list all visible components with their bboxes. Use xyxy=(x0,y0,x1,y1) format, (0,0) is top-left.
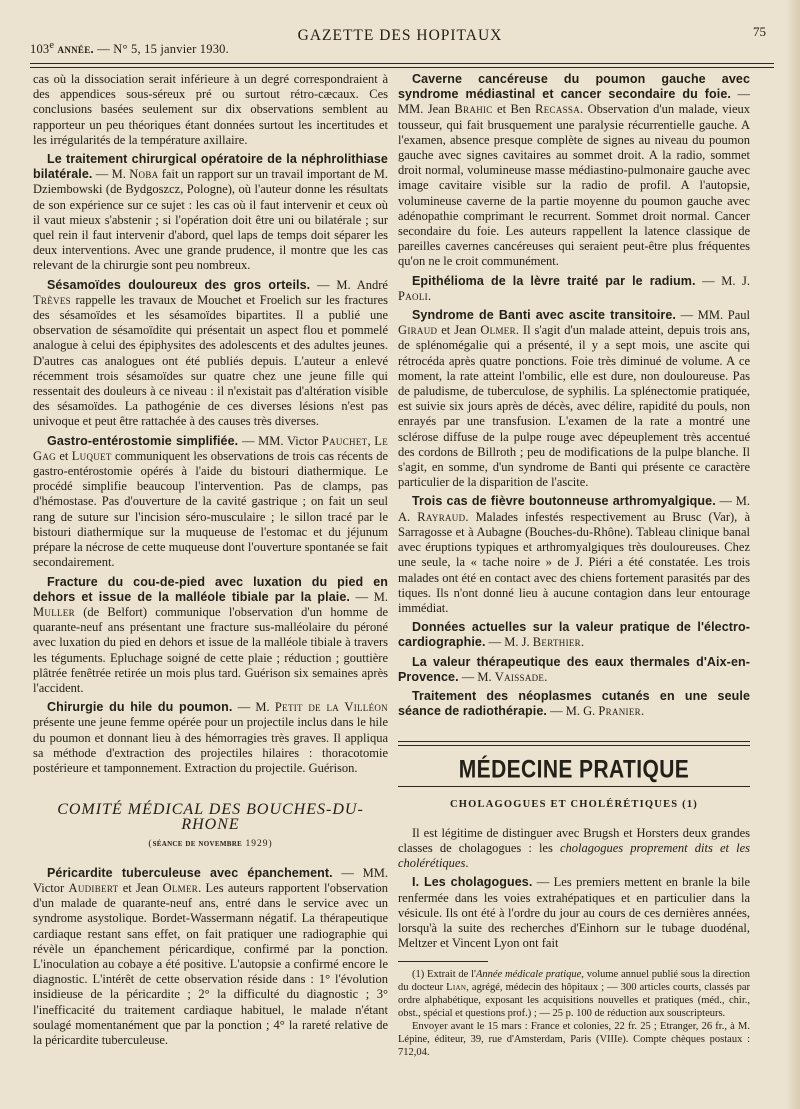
page-header xyxy=(28,24,772,60)
footnote-2: Envoyer avant le 15 mars : France et colonies, 22 fr. 25 ; Etranger, 26 fr., à M. Lépine, éditeur, 39, rue d'Amsterdam, Paris (VIIIe). Compte chèques postaux : 712,04. xyxy=(398,1021,750,1059)
article-nephrolithiase: Le traitement chirurgical opératoire de la néphrolithiase bilatérale. — M. Noba fait un rapport sur un travail important de M. Dziembowski (de Bydgoszcz, Pologne), où l'auteur donne les résultats de son expérience sur ce sujet : les cas où il faut intervenir et ceux où il vaut mieux s'abstenir ; si l'opération doit être uni ou bilatérale ; sur quel rein il faut intervenir d'abord, quel laps de temps doit séparer les deux interventions. Avec une grande prudence, il montre que les cas relevant de la chirurgie sont peu nombreux. xyxy=(33,152,388,273)
right-column xyxy=(398,72,750,1059)
article-fracture-cou-de-pied: Fracture du cou-de-pied avec luxation du pied en dehors et issue de la malléole tibiale par la plaie. — M. Muller (de Belfort) communique l'observation d'un homme de quarante-neuf ans présentant une fracture sus-malléolaire du péroné avec luxation du pied en dehors et issue de la malléole tibiale à travers les téguments. Epluchage soigné de cette plaie ; réduction ; gouttière plâtrée fenêtrée retirée un mois plus tard. Guérison six semaines après l'accident. xyxy=(33,574,388,695)
article-neoplasmes-cutanes: Traitement des néoplasmes cutanés en une seule séance de radiothérapie. — M. G. Pranier. xyxy=(398,688,750,719)
page-number: 75 xyxy=(753,24,766,39)
article-caverne-cancereuse: Caverne cancéreuse du poumon gauche avec syndrome médiastinal et cancer secondaire du foie. — MM. Jean Brahic et Ben Recassa. Observation d'un malade, vieux tousseur, qui fait brusquement une paralysie récurrentielle gauche. A l'examen, absence presque complète de signes au niveau du poumon gauche avec signes cavitaires au sommet droit. A la radio, sommet droit normal, volumineuse masse médiastino-pulmonaire gauche avec image cavitaire visible sur la radio de profil. A l'autopsie, volumineuse caverne de la partie moyenne du poumon gauche avec adénopathie comprimant le recurrent. Sommet droit normal. Cancer secondaire du foie. Les auteurs rappellent la latence classique de pareilles cavernes cancéreuses qui seraient peut-être plus fréquentes qu'on ne le croit communément. xyxy=(398,72,750,269)
footnote-1: (1) Extrait de l'Année médicale pratique, volume annuel publié sous la direction du docteur Lian, agrégé, médecin des hôpitaux ; — 300 articles courts, classés par ordre alphabétique, exposant les acquisitions nouvelles et pratiques (méd., chir., obst., spécial et questions prof.) ; — 25 p. 100 de réduction aux souscripteurs. xyxy=(398,969,751,1020)
article-gastro-enterostomie: Gastro-entérostomie simplifiée. — MM. Victor Pauchet, Le Gag et Luquet communiquent les observations de trois cas récents de gastro-entérostomie opérés à l'aide du bistouri diathermique. Le procédé simplifie beaucoup l'intervention. Pas de clamps, pas d'hémostase. Pas d'ouverture de la cavité gastrique ; on fait un seul rang de suture sur l'incision séro-musculaire ; le sillon tracé par le bistouri diathermique sur la muqueuse de l'estomac et du jéjunum prépare la nécrose de cette muqueuse dont l'ouverture spontanée se fait secondairement. xyxy=(33,433,389,570)
article-electrocardiographie: Données actuelles sur la valeur pratique de l'électro-cardiographie. — M. J. Berthier. xyxy=(398,620,750,650)
footnote xyxy=(398,968,750,1059)
issue-info: 103e année. — N° 5, 15 janvier 1930. xyxy=(30,40,229,57)
section-title: MÉDECINE PRATIQUE xyxy=(458,756,690,784)
article-epithelioma: Epithélioma de la lèvre traité par le radium. — M. J. Paoli. xyxy=(398,273,750,303)
article-subtitle: CHOLAGOGUES ET CHOLÉRÉTIQUES (1) xyxy=(450,798,698,810)
paragraph-intro: Il est légitime de distinguer avec Brugsh et Horsters deux grandes classes de cholagogues : les cholagogues proprement dits et les cholérétiques. xyxy=(398,825,750,871)
paragraph-cholagogues: I. Les cholagogues. — Les premiers mettent en branle la bile renfermée dans les voies extrahépatiques et en particulier dans la vésicule. Ils ont été à l'ordre du jour au cours de ces dernières années, lorsqu'à la suite des recherches d'Einhorn sur le tubage duodénal, Meltzer et Vincent Lyon ont fait xyxy=(398,875,750,951)
article-fievre-boutonneuse: Trois cas de fièvre boutonneuse arthromyalgique. — M. A. Rayraud. Malades infestés respectivement au Brusc (Var), à Sarragosse et à Aubagne (Bouches-du-Rhône). Tableau clinique banal avec éruptions typiques et arthromyalgiques très douloureuses. Chez une seule, la « tache noire » de J. Piéri a été constatée. Les trois malades ont été en contact avec des chiens fortement parasités par des tiques. Ils n'ont donné lieu à aucune contagion dans leur entourage immédiat. xyxy=(398,494,750,615)
header-rule xyxy=(30,63,774,64)
section-rule-top xyxy=(398,741,750,742)
page-binding-shadow xyxy=(786,0,800,1109)
header-rule-thin xyxy=(30,67,774,68)
committee-heading: COMITÉ MÉDICAL DES BOUCHES-DU-RHONE xyxy=(57,801,364,834)
article-hile-poumon: Chirurgie du hile du poumon. — M. Petit de la Villéon présente une jeune femme opérée pour un projectile inclus dans le hile du poumon et donnant lieu à des hémorragies très graves. Il appliqua sa méthode d'extraction des projectiles hilaires : thoracotomie postérieure et tamponnement. Extraction du projectile. Guérison. xyxy=(33,700,388,775)
paragraph-appendix: cas où la dissociation serait inférieure à un degré correspondraient à des appendices sous-séreux pré ou surtout rétro-cæcaux. Ces conclusions basées seulement sur dix observations semblent au rapporteur un peu théoriques étant données surtout les incertitudes et les irrégularités de la température axillaire. xyxy=(33,72,388,147)
article-sesamoides: Sésamoïdes douloureux des gros orteils. — M. André Trèves rappelle les travaux de Mouchet et Froelich sur les fractures des sésamoïdes et les sésamoïdes bipartites. Il a publié une observation de sésamoïdite qui présentait un aspect flou et pommelé analogue à celui des épiphysites des adolescents et des adultes jeunes. D'autres cas analogues ont été publiés depuis. L'auteur a enlevé récemment trois sésamoïdes sur quatre chez une jeune fille qui ressentait des douleurs à ce niveau : il n'existait pas d'altération visible des sésamoïdes. La pathogénie de ces diverses lésions n'est pas univoque et peut être rattachée à des causes très diverses. xyxy=(33,277,388,429)
journal-title: GAZETTE DES HOPITAUX xyxy=(297,27,503,44)
left-column xyxy=(33,72,388,1052)
article-eaux-thermales: La valeur thérapeutique des eaux thermales d'Aix-en-Provence. — M. Vaissade. xyxy=(398,654,750,684)
footnote-rule xyxy=(398,961,488,962)
article-banti: Syndrome de Banti avec ascite transitoire. — MM. Paul Giraud et Jean Olmer. Il s'agit d'un malade atteint, depuis trois ans, de splénomégalie qui a présenté, il y a sept mois, une ascite qui rétrocéda après quatre ponctions. Foie très diminué de volume. A ce moment, la rate atteint l'ombilic, elle est dure, non douloureuse. Pas de paludisme, de tuberculose, de syphilis. La splénectomie pratiquée, est suivie six jours après de décès, avec délire, rapidité du pouls, non enrayés par une transfusion. L'examen de la rate a montré une sclérose diffuse de la pulpe rouge avec dépeuplement très accentué des cordons de Billroth ; peu de modifications de la pulpe blanche. Il s'agit, en somme, d'un syndrome de Banti qui présente ce caractère particulier de la disparition de l'ascite. xyxy=(398,308,750,490)
section-rule-bottom xyxy=(398,786,750,787)
article-pericardite: Péricardite tuberculeuse avec épanchement. — MM. Victor Audibert et Jean Olmer. Les auteurs rapportent l'observation d'un malade de quarante-neuf ans, entré dans le service avec un syndrome asystolique. Bordet-Wassermann négatif. La thérapeutique cardiaque restant sans effet, on fait pratiquer une radiographie qui révèle un épanchement péricardique, confirmé par la ponction. L'inoculation au cobaye a été positive. L'autopsie a confirmé encore le diagnostic. L'intérêt de cette observation réside dans : 1° l'évolution insidieuse de la péricardite ; 2° la difficulté du diagnostic ; 3° l'inefficacité du traitement cardiaque habituel, le malade n'étant soulagé momentanément que par la ponction ; 4° la rareté relative de la péricardite tuberculeuse. xyxy=(33,865,389,1047)
seance-date: (séance de novembre 1929) xyxy=(148,838,273,849)
section-rule-top-thin xyxy=(398,745,750,746)
